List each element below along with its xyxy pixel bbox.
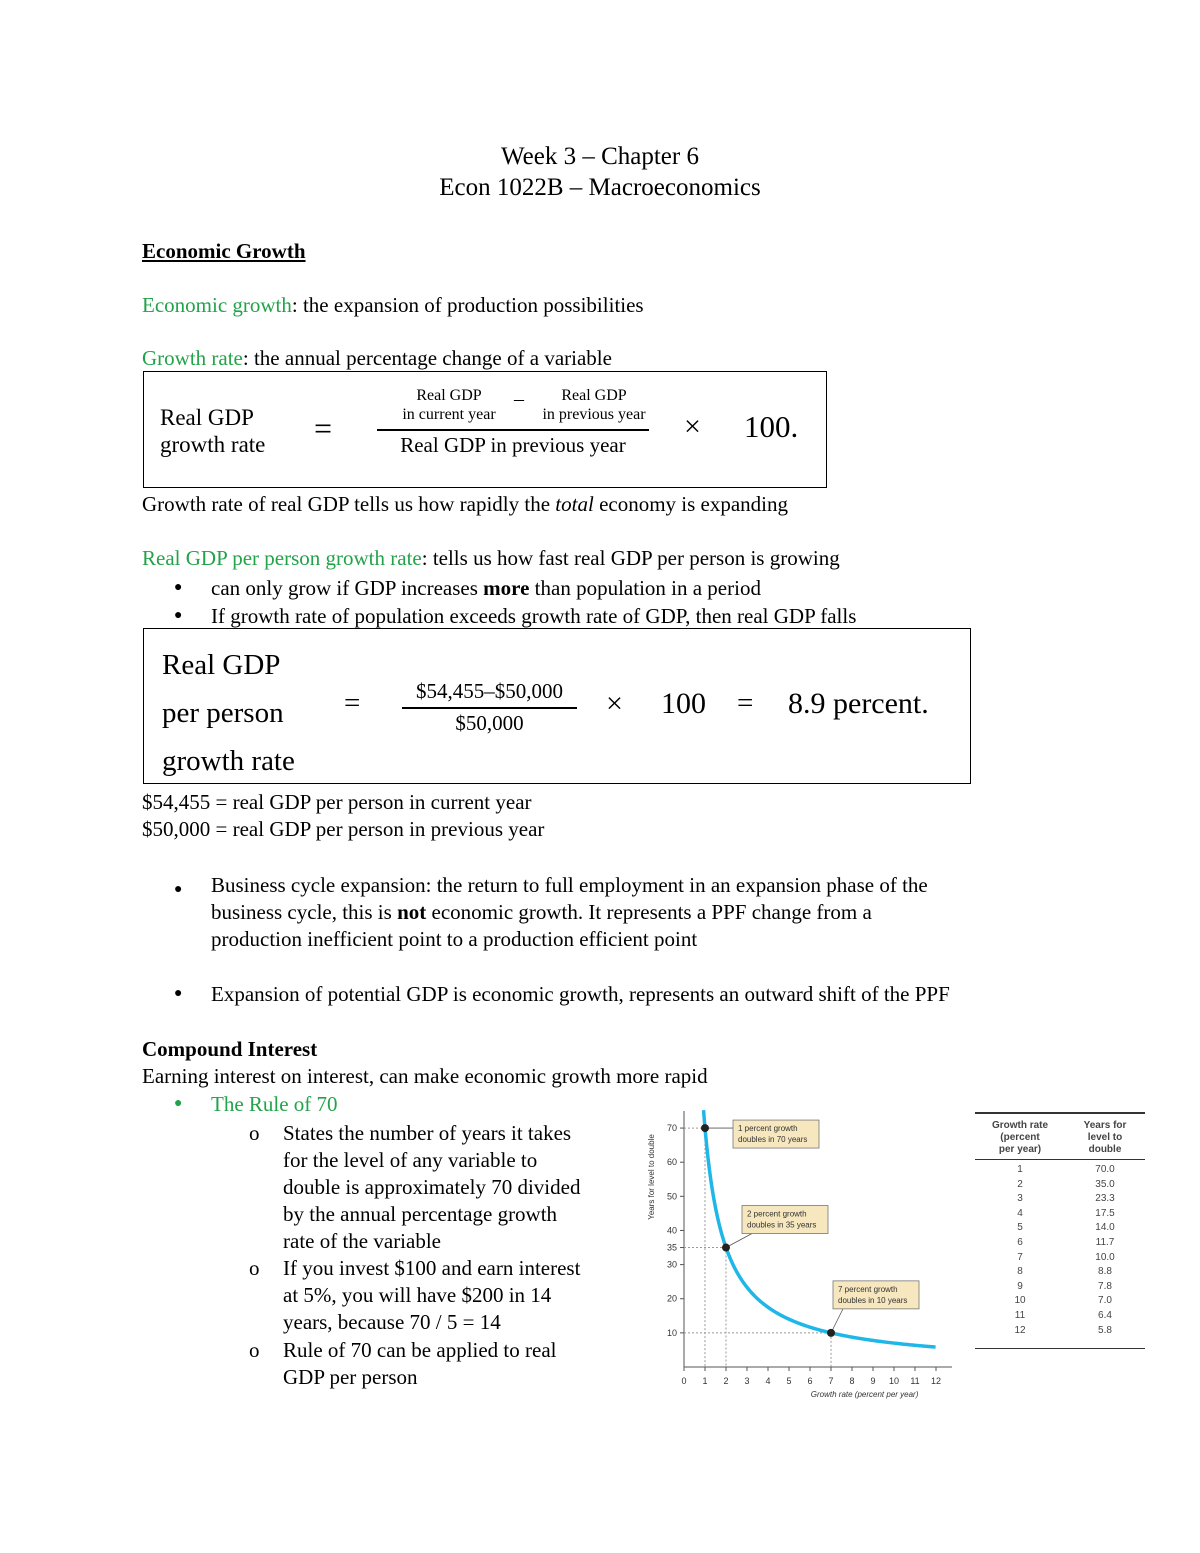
table-row bbox=[975, 1294, 1145, 1309]
formula-numerator-b bbox=[532, 386, 656, 424]
table-row bbox=[975, 1324, 1145, 1339]
formula2-denominator: $50,000 bbox=[455, 711, 524, 735]
doc-title-line2: Econ 1022B – Macroeconomics bbox=[439, 174, 761, 201]
definition-economic-growth bbox=[142, 293, 644, 318]
x-axis-label: Growth rate (percent per year) bbox=[810, 1390, 919, 1399]
table-row bbox=[975, 1221, 1145, 1236]
sub-line: for the level of any variable to bbox=[283, 1148, 538, 1172]
table-row bbox=[975, 1236, 1145, 1251]
x-tick-label: 1 bbox=[702, 1376, 708, 1386]
formula2-equals-2: = bbox=[737, 687, 754, 719]
header-line: (percent bbox=[1000, 1132, 1040, 1143]
table-cell-growth-rate: 4 bbox=[1017, 1207, 1023, 1219]
sub-bullet bbox=[283, 1120, 580, 1255]
formula2-lhs-line2: per person bbox=[162, 697, 284, 729]
table-cell-years: 8.8 bbox=[1098, 1266, 1112, 1278]
table-cell-years: 23.3 bbox=[1095, 1193, 1115, 1205]
x-tick-label: 9 bbox=[870, 1376, 876, 1386]
formula2-lhs bbox=[162, 641, 295, 785]
bullet-line bbox=[211, 899, 928, 926]
section-heading-economic-growth: Economic Growth bbox=[142, 239, 306, 263]
table-cell-growth-rate: 8 bbox=[1017, 1266, 1023, 1278]
formula2-numerator: $54,455–$50,000 bbox=[416, 679, 563, 703]
callout-label-line1: 7 percent growth bbox=[838, 1284, 898, 1294]
table-cell-growth-rate: 5 bbox=[1017, 1222, 1023, 1234]
highlighted-point bbox=[722, 1244, 730, 1252]
note-post: economy is expanding bbox=[593, 492, 789, 516]
formula2-equals: = bbox=[344, 687, 361, 719]
sub-bullet bbox=[283, 1255, 580, 1336]
num-b-line1: Real GDP bbox=[561, 387, 627, 404]
table-cell-growth-rate: 11 bbox=[1014, 1309, 1026, 1321]
table-row bbox=[975, 1178, 1145, 1193]
y-tick-label: 20 bbox=[666, 1293, 677, 1304]
rule-label-text: The Rule of 70 bbox=[211, 1092, 338, 1116]
table-header bbox=[975, 1112, 1145, 1160]
sub-line: at 5%, you will have $200 in 14 bbox=[283, 1283, 552, 1307]
bullet-text: Expansion of potential GDP is economic growth, represents an outward shift of the PPF bbox=[211, 982, 950, 1006]
bullet-text: can only grow if GDP increases bbox=[211, 576, 484, 600]
y-tick-label: 35 bbox=[666, 1242, 677, 1253]
x-tick-label: 8 bbox=[849, 1376, 855, 1386]
formula-box-growth-rate bbox=[143, 371, 827, 488]
doubling-table bbox=[975, 1112, 1145, 1349]
table-header-years bbox=[1065, 1120, 1145, 1156]
formula-minus: – bbox=[514, 388, 524, 410]
term-gdp-per-person-growth: Real GDP per person growth rate bbox=[142, 546, 422, 570]
fraction-bar bbox=[402, 707, 577, 709]
x-tick-label: 12 bbox=[930, 1376, 942, 1386]
callout-label-line2: doubles in 10 years bbox=[838, 1295, 908, 1305]
y-tick-label: 40 bbox=[666, 1225, 677, 1236]
bullet-text: than population in a period bbox=[529, 576, 761, 600]
rule-of-70-label bbox=[211, 1092, 338, 1117]
num-a-line2: in current year bbox=[402, 406, 496, 423]
bullet-bold: more bbox=[483, 576, 530, 600]
table-cell-growth-rate: 12 bbox=[1014, 1324, 1026, 1336]
bullet-item bbox=[211, 982, 950, 1007]
header-line: per year) bbox=[998, 1144, 1042, 1155]
table-cell-years: 17.5 bbox=[1095, 1207, 1115, 1219]
table-cell-years: 10.0 bbox=[1095, 1251, 1115, 1263]
y-tick-label: 50 bbox=[666, 1191, 677, 1202]
bullet-item bbox=[211, 604, 856, 629]
y-tick-label: 30 bbox=[666, 1259, 677, 1270]
compound-intro: Earning interest on interest, can make economic growth more rapid bbox=[142, 1064, 708, 1088]
sub-line: rate of the variable bbox=[283, 1229, 441, 1253]
formula-denominator: Real GDP in previous year bbox=[400, 433, 626, 457]
highlighted-point bbox=[827, 1329, 835, 1337]
table-cell-years: 14.0 bbox=[1095, 1222, 1115, 1234]
formula-numerator-a bbox=[384, 386, 514, 424]
formula-lhs-line1: Real GDP bbox=[160, 405, 254, 430]
section-heading-compound-interest: Compound Interest bbox=[142, 1037, 318, 1061]
table-header-growth-rate bbox=[975, 1120, 1065, 1156]
callout-line bbox=[831, 1309, 843, 1333]
header-line: double bbox=[1088, 1144, 1122, 1155]
callout-label-line1: 1 percent growth bbox=[738, 1124, 798, 1134]
table-body bbox=[975, 1160, 1145, 1349]
table-cell-years: 7.8 bbox=[1098, 1280, 1112, 1292]
table-row bbox=[975, 1192, 1145, 1207]
header-line: level to bbox=[1087, 1132, 1123, 1143]
sub-line: years, because 70 / 5 = 14 bbox=[283, 1310, 501, 1334]
y-tick-label: 60 bbox=[666, 1157, 677, 1168]
formula-times: × bbox=[684, 410, 701, 443]
note-previous-year: $50,000 = real GDP per person in previous year bbox=[142, 817, 545, 841]
y-axis-label: Years for level to double bbox=[647, 1134, 656, 1220]
formula-lhs bbox=[160, 404, 265, 458]
table-cell-growth-rate: 7 bbox=[1017, 1251, 1023, 1263]
x-tick-label: 5 bbox=[786, 1376, 792, 1386]
table-row bbox=[975, 1251, 1145, 1266]
bullet-item bbox=[211, 872, 928, 953]
formula2-times: × bbox=[606, 687, 623, 720]
num-a-line1: Real GDP bbox=[416, 387, 482, 404]
table-cell-years: 11.7 bbox=[1095, 1236, 1115, 1248]
formula2-lhs-line1: Real GDP bbox=[162, 649, 281, 681]
table-row bbox=[975, 1309, 1145, 1324]
formula-factor: 100. bbox=[744, 409, 799, 444]
term-economic-growth: Economic growth bbox=[142, 293, 292, 317]
y-tick-label: 70 bbox=[666, 1123, 677, 1134]
definition-text: : the annual percentage change of a variable bbox=[242, 346, 612, 370]
header-line: Growth rate bbox=[991, 1120, 1049, 1131]
note-pre: Growth rate of real GDP tells us how rapidly the bbox=[142, 492, 556, 516]
table-cell-years: 70.0 bbox=[1095, 1164, 1115, 1175]
sub-line: double is approximately 70 divided bbox=[283, 1175, 581, 1199]
x-tick-label: 4 bbox=[765, 1376, 771, 1386]
rule-of-70-chart bbox=[640, 1105, 960, 1405]
formula-lhs-line2: growth rate bbox=[160, 432, 266, 457]
y-tick-label: 10 bbox=[666, 1327, 677, 1338]
sub-line: by the annual percentage growth bbox=[283, 1202, 558, 1226]
definition-gdp-per-person bbox=[142, 546, 840, 571]
formula2-result: 8.9 percent. bbox=[788, 687, 929, 720]
table-cell-growth-rate: 6 bbox=[1017, 1236, 1023, 1248]
sub-bullet bbox=[283, 1337, 556, 1391]
fraction-bar bbox=[377, 429, 649, 431]
bullet-text: economic growth. It represents a PPF change from a bbox=[426, 900, 872, 924]
callout-label-line2: doubles in 70 years bbox=[738, 1135, 808, 1145]
sub-line: GDP per person bbox=[283, 1365, 418, 1389]
bullet-line: production inefficient point to a production efficient point bbox=[211, 927, 698, 951]
callout-label-line2: doubles in 35 years bbox=[747, 1220, 817, 1230]
sub-line: o If you invest $100 and earn interest bbox=[283, 1256, 581, 1280]
sub-line: o States the number of years it takes bbox=[283, 1121, 572, 1145]
x-tick-label: 3 bbox=[744, 1376, 750, 1386]
table-row bbox=[975, 1265, 1145, 1280]
table-cell-growth-rate: 1 bbox=[1017, 1164, 1023, 1175]
doc-title-line1: Week 3 – Chapter 6 bbox=[501, 143, 699, 170]
bullet-text: business cycle, this is bbox=[211, 900, 398, 924]
table-cell-growth-rate: 10 bbox=[1014, 1295, 1026, 1307]
term-growth-rate: Growth rate bbox=[142, 346, 243, 370]
table-row bbox=[975, 1280, 1145, 1295]
highlighted-point bbox=[701, 1124, 709, 1132]
x-tick-label: 0 bbox=[681, 1376, 687, 1386]
x-tick-label: 6 bbox=[807, 1376, 813, 1386]
bullet-line: ● Business cycle expansion: the return to full employment in an expansion phase of the bbox=[211, 873, 928, 897]
table-cell-years: 6.4 bbox=[1098, 1309, 1112, 1321]
x-tick-label: 7 bbox=[828, 1376, 834, 1386]
definition-text: : the expansion of production possibilities bbox=[291, 293, 644, 317]
table-cell-growth-rate: 9 bbox=[1017, 1280, 1023, 1292]
formula-box-per-person bbox=[143, 628, 971, 784]
formula2-lhs-line3: growth rate bbox=[162, 745, 295, 777]
note-emphasis: total bbox=[555, 492, 594, 516]
table-row bbox=[975, 1163, 1145, 1178]
header-line: Years for bbox=[1083, 1120, 1127, 1131]
x-tick-label: 2 bbox=[723, 1376, 729, 1386]
table-row bbox=[975, 1207, 1145, 1222]
formula2-factor: 100 bbox=[661, 687, 706, 720]
bullet-item bbox=[211, 576, 761, 601]
num-b-line2: in previous year bbox=[542, 406, 646, 423]
note-current-year: $54,455 = real GDP per person in current year bbox=[142, 790, 532, 814]
bullet-text: If growth rate of population exceeds growth rate of GDP, then real GDP falls bbox=[211, 604, 857, 628]
table-cell-years: 7.0 bbox=[1098, 1295, 1112, 1307]
formula-equals: = bbox=[314, 410, 333, 446]
x-tick-label: 11 bbox=[910, 1376, 920, 1386]
table-cell-growth-rate: 2 bbox=[1017, 1178, 1023, 1190]
table-cell-years: 35.0 bbox=[1095, 1178, 1115, 1190]
callout-line bbox=[726, 1234, 752, 1248]
growth-rate-note bbox=[142, 492, 788, 517]
table-cell-years: 5.8 bbox=[1098, 1324, 1112, 1336]
x-tick-label: 10 bbox=[888, 1376, 900, 1386]
table-cell-growth-rate: 3 bbox=[1017, 1193, 1023, 1205]
definition-text: : tells us how fast real GDP per person is growing bbox=[421, 546, 840, 570]
callout-label-line1: 2 percent growth bbox=[747, 1209, 807, 1219]
definition-growth-rate bbox=[142, 346, 612, 371]
sub-line: o Rule of 70 can be applied to real bbox=[283, 1338, 557, 1362]
bullet-bold: not bbox=[397, 900, 427, 924]
